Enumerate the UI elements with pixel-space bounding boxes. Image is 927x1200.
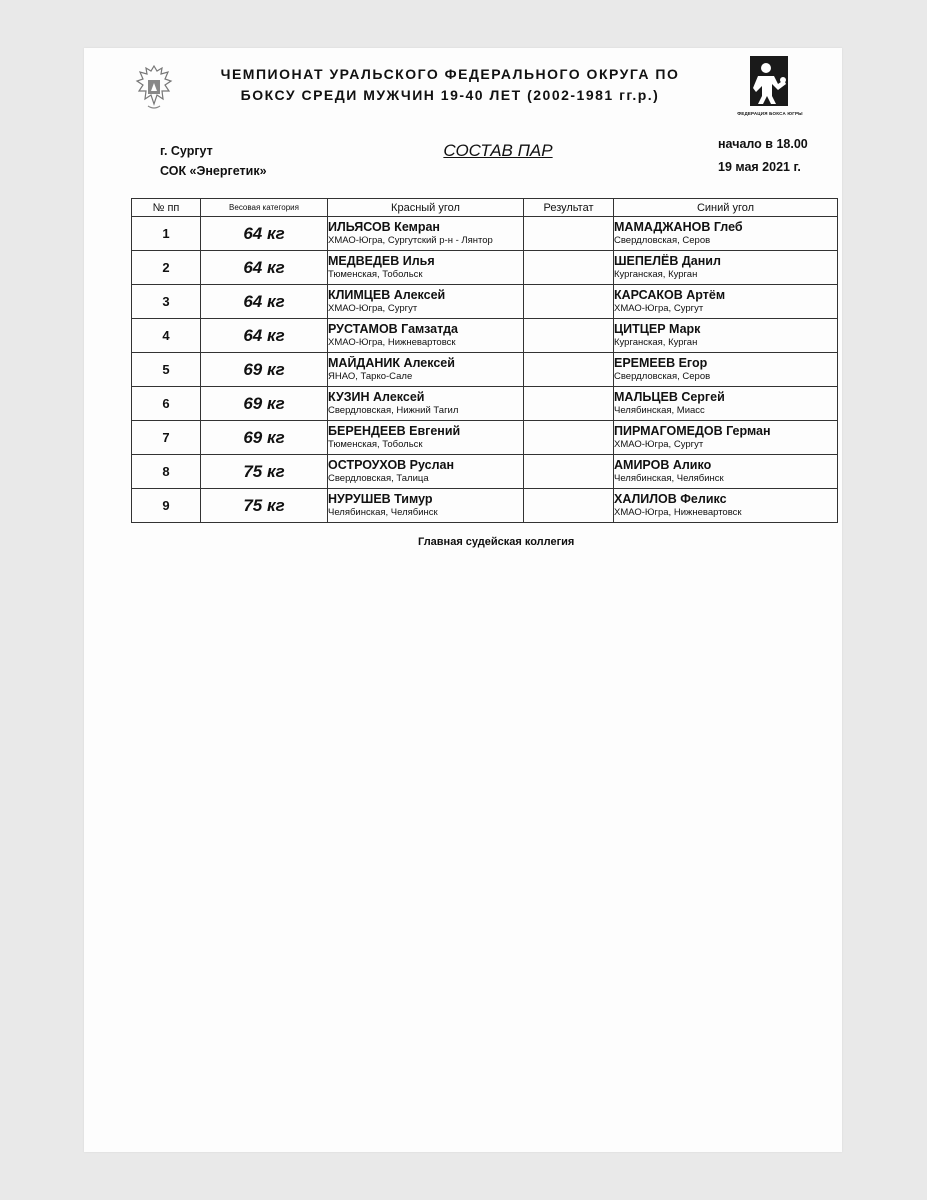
event-venue: СОК «Энергетик» (160, 164, 267, 178)
column-header-weight: Весовая категория (201, 199, 328, 217)
table-row (132, 387, 838, 421)
weight-category: 69 кг (201, 421, 328, 455)
table-row (132, 455, 838, 489)
result-cell (524, 217, 614, 251)
blue-corner-name: АМИРОВ Алико (614, 458, 712, 472)
blue-corner-cell (614, 285, 838, 319)
event-city: г. Сургут (160, 144, 213, 158)
red-corner-cell (328, 421, 524, 455)
result-cell (524, 251, 614, 285)
red-corner-name: РУСТАМОВ Гамзатда (328, 322, 458, 336)
red-corner-region: Тюменская, Тобольск (328, 439, 423, 450)
weight-category: 64 кг (201, 319, 328, 353)
result-cell (524, 455, 614, 489)
blue-corner-region: Свердловская, Серов (614, 371, 711, 382)
result-cell (524, 353, 614, 387)
blue-corner-name: ПИРМАГОМЕДОВ Герман (614, 424, 771, 438)
start-time: начало в 18.00 (718, 137, 808, 151)
blue-corner-region: ХМАО-Югра, Сургут (614, 439, 704, 450)
red-corner-cell (328, 319, 524, 353)
red-corner-region: Челябинская, Челябинск (328, 507, 438, 518)
result-cell (524, 319, 614, 353)
pair-number: 6 (132, 387, 201, 421)
blue-corner-region: Курганская, Курган (614, 269, 698, 280)
result-cell (524, 421, 614, 455)
event-date: 19 мая 2021 г. (718, 160, 801, 174)
column-header-red-corner: Красный угол (328, 199, 524, 217)
blue-corner-region: Курганская, Курган (614, 337, 698, 348)
column-header-blue-corner: Синий угол (614, 199, 838, 217)
document-heading: СОСТАВ ПАР (443, 141, 553, 160)
weight-category: 69 кг (201, 387, 328, 421)
title-line-1: ЧЕМПИОНАТ УРАЛЬСКОГО ФЕДЕРАЛЬНОГО ОКРУГА ПО (220, 66, 680, 82)
red-corner-region: Тюменская, Тобольск (328, 269, 423, 280)
championship-title (190, 64, 710, 106)
blue-corner-cell (614, 319, 838, 353)
pair-number: 1 (132, 217, 201, 251)
red-corner-name: БЕРЕНДЕЕВ Евгений (328, 424, 461, 438)
blue-corner-name: ЕРЕМЕЕВ Егор (614, 356, 708, 370)
red-corner-region: ХМАО-Югра, Сургутский р-н - Лянтор (328, 235, 493, 246)
red-corner-cell (328, 251, 524, 285)
blue-corner-cell (614, 421, 838, 455)
pair-number: 4 (132, 319, 201, 353)
red-corner-name: КУЗИН Алексей (328, 390, 425, 404)
column-header-result: Результат (524, 199, 614, 217)
red-corner-name: ОСТРОУХОВ Руслан (328, 458, 455, 472)
weight-category: 75 кг (201, 455, 328, 489)
logo-caption: ФЕДЕРАЦИЯ БОКСА ЮГРЫ (737, 111, 803, 116)
pair-number: 5 (132, 353, 201, 387)
result-cell (524, 285, 614, 319)
red-corner-name: НУРУШЕВ Тимур (328, 492, 433, 506)
weight-category: 64 кг (201, 251, 328, 285)
judges-signature-line: Главная судейская коллегия (418, 536, 575, 548)
blue-corner-name: ШЕПЕЛЁВ Данил (614, 254, 721, 268)
red-corner-cell (328, 387, 524, 421)
table-row (132, 353, 838, 387)
red-corner-region: Свердловская, Талица (328, 473, 429, 484)
blue-corner-region: Челябинская, Миасс (614, 405, 705, 416)
result-cell (524, 387, 614, 421)
red-corner-cell (328, 455, 524, 489)
red-corner-region: ЯНАО, Тарко-Сале (328, 371, 413, 382)
red-corner-cell (328, 353, 524, 387)
red-corner-name: КЛИМЦЕВ Алексей (328, 288, 446, 302)
blue-corner-name: ХАЛИЛОВ Феликс (614, 492, 727, 506)
red-corner-name: ИЛЬЯСОВ Кемран (328, 220, 440, 234)
blue-corner-cell (614, 217, 838, 251)
weight-category: 64 кг (201, 285, 328, 319)
pair-number: 2 (132, 251, 201, 285)
blue-corner-name: МАМАДЖАНОВ Глеб (614, 220, 743, 234)
blue-corner-cell (614, 455, 838, 489)
pair-number: 9 (132, 489, 201, 523)
table-row (132, 421, 838, 455)
ministry-emblem-icon (134, 62, 174, 112)
red-corner-name: МАЙДАНИК Алексей (328, 356, 455, 370)
red-corner-cell (328, 489, 524, 523)
red-corner-cell (328, 285, 524, 319)
blue-corner-name: ЦИТЦЕР Марк (614, 322, 701, 336)
blue-corner-cell (614, 353, 838, 387)
blue-corner-name: КАРСАКОВ Артём (614, 288, 726, 302)
blue-corner-region: Свердловская, Серов (614, 235, 711, 246)
table-row (132, 285, 838, 319)
weight-category: 64 кг (201, 217, 328, 251)
column-header-number: № пп (132, 199, 201, 217)
weight-category: 75 кг (201, 489, 328, 523)
table-row (132, 217, 838, 251)
table-row (132, 489, 838, 523)
red-corner-region: ХМАО-Югра, Нижневартовск (328, 337, 456, 348)
blue-corner-region: ХМАО-Югра, Нижневартовск (614, 507, 742, 518)
red-corner-region: Свердловская, Нижний Тагил (328, 405, 459, 416)
blue-corner-region: Челябинская, Челябинск (614, 473, 724, 484)
blue-corner-cell (614, 387, 838, 421)
weight-category: 69 кг (201, 353, 328, 387)
blue-corner-region: ХМАО-Югра, Сургут (614, 303, 704, 314)
blue-corner-name: МАЛЬЦЕВ Сергей (614, 390, 725, 404)
red-corner-cell (328, 217, 524, 251)
table-header-row (132, 199, 838, 217)
title-line-2: БОКСУ СРЕДИ МУЖЧИН 19-40 ЛЕТ (2002-1981 гг.р.) (240, 87, 660, 103)
pair-number: 3 (132, 285, 201, 319)
blue-corner-cell (614, 251, 838, 285)
blue-corner-cell (614, 489, 838, 523)
pair-number: 7 (132, 421, 201, 455)
red-corner-name: МЕДВЕДЕВ Илья (328, 254, 435, 268)
table-row (132, 251, 838, 285)
table-row (132, 319, 838, 353)
result-cell (524, 489, 614, 523)
pair-number: 8 (132, 455, 201, 489)
pairs-table-body (132, 217, 838, 523)
pairs-table (131, 198, 838, 523)
red-corner-region: ХМАО-Югра, Сургут (328, 303, 418, 314)
